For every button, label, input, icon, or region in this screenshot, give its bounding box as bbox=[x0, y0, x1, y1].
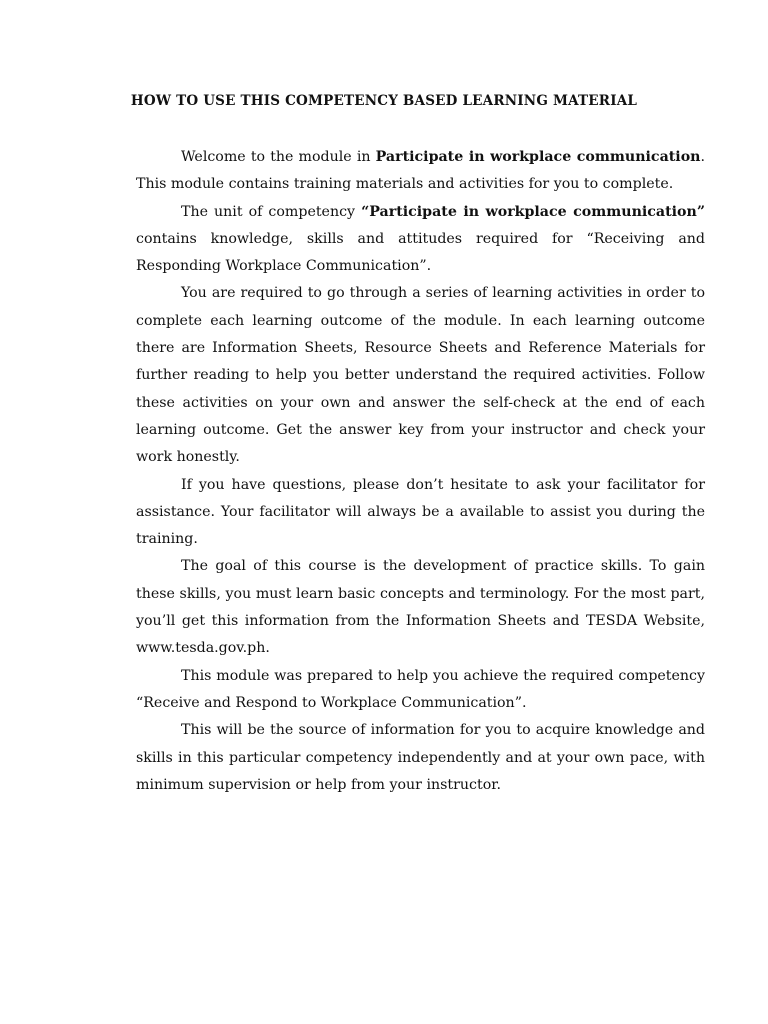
document-body bbox=[136, 144, 705, 799]
page-title: HOW TO USE THIS COMPETENCY BASED LEARNING MATERIAL bbox=[130, 93, 638, 109]
competency-name-bold: “Participate in workplace communication” bbox=[361, 203, 705, 220]
paragraph-welcome bbox=[136, 144, 705, 199]
paragraph-course-goal: The goal of this course is the development of practice skills. To gain these skills, you must learn basic concepts and terminology. For the most part, you’ll get this information from the Information Sheets and TESDA Website, www.tesda.gov.ph. bbox=[136, 558, 705, 657]
paragraph-learning-activities: You are required to go through a series of learning activities in order to complete each learning outcome of the module. In each learning outcome there are Information Sheets, Resource Sheets and Reference Materials for further reading to help you better understand the required activities. Follow these activities on your own and answer the self-check at the end of each learning outcome. Get the answer key from your instructor and check your work honestly. bbox=[136, 285, 705, 466]
paragraph-welcome-text-end: . This module contains training materials and activities for you to complete. bbox=[136, 149, 705, 193]
paragraph-unit-text: The unit of competency bbox=[181, 203, 362, 220]
paragraph-unit-text-end: contains knowledge, skills and attitudes required for “Receiving and Responding Workplace Communication”. bbox=[136, 230, 705, 275]
paragraph-questions: If you have questions, please don’t hesitate to ask your facilitator for assistance. Your facilitator will always be a available to assist you during the training. bbox=[136, 476, 705, 548]
paragraph-source-of-information: This will be the source of information for you to acquire knowledge and skills in this particular competency independently and at your own pace, with minimum supervision or help from your instructor. bbox=[136, 722, 705, 793]
paragraph-unit-of-competency bbox=[136, 199, 705, 281]
paragraph-module-purpose: This module was prepared to help you achieve the required competency “Receive and Respond to Workplace Communication”. bbox=[136, 667, 705, 711]
paragraph-welcome-text: Welcome to the module in bbox=[181, 149, 376, 165]
module-name-bold: Participate in workplace communication bbox=[375, 149, 701, 165]
